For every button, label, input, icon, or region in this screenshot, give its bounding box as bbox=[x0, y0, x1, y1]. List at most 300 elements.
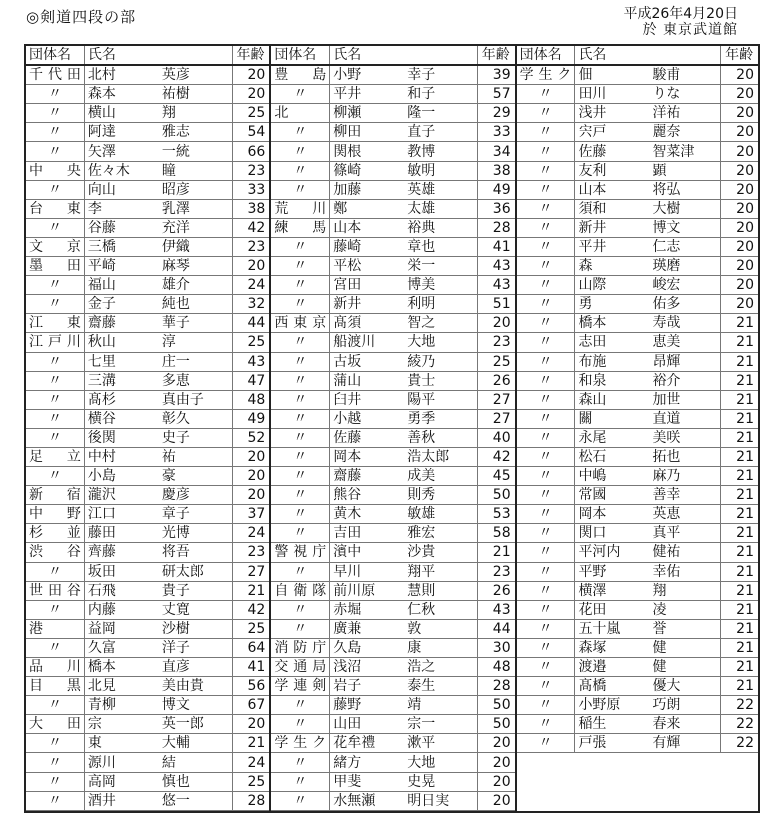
name-cell bbox=[575, 734, 721, 753]
name-cell bbox=[575, 543, 721, 562]
empty-cell bbox=[575, 790, 721, 808]
name-cell bbox=[330, 295, 478, 314]
surname: 横山 bbox=[87, 105, 116, 122]
given-name: 研太郎 bbox=[161, 563, 204, 580]
table-row bbox=[26, 295, 269, 314]
table-row bbox=[271, 237, 514, 256]
given-name: 峻宏 bbox=[652, 277, 681, 294]
surname: 加藤 bbox=[333, 181, 362, 198]
table-row bbox=[26, 276, 269, 295]
table-row bbox=[517, 295, 758, 314]
table-row bbox=[517, 447, 758, 466]
name-cell bbox=[84, 715, 232, 734]
age-cell: 38 bbox=[477, 161, 514, 180]
org-cell: 〃 bbox=[271, 352, 329, 371]
name-cell bbox=[84, 581, 232, 600]
surname: 瀧沢 bbox=[87, 487, 116, 504]
table-row bbox=[517, 505, 758, 524]
org-cell: 〃 bbox=[271, 505, 329, 524]
org-cell: 交通局 bbox=[271, 658, 329, 677]
given-name: 雄介 bbox=[161, 277, 190, 294]
table-row bbox=[271, 619, 514, 638]
name-cell bbox=[84, 295, 232, 314]
name-cell bbox=[330, 600, 478, 619]
table-row bbox=[271, 715, 514, 734]
surname: 秋山 bbox=[87, 334, 116, 351]
name-cell bbox=[575, 600, 721, 619]
org-cell: 荒川 bbox=[271, 199, 329, 218]
roster-table bbox=[517, 46, 758, 808]
given-name: 沙貴 bbox=[407, 544, 436, 561]
name-cell bbox=[330, 753, 478, 772]
given-name: 英彦 bbox=[161, 67, 190, 84]
given-name: 祐樹 bbox=[161, 86, 190, 103]
given-name: 直道 bbox=[652, 410, 681, 427]
table-row bbox=[271, 142, 514, 161]
given-name: 麗奈 bbox=[652, 124, 681, 141]
roster-table bbox=[271, 46, 514, 811]
age-cell: 20 bbox=[721, 104, 758, 123]
name-cell bbox=[84, 390, 232, 409]
age-cell: 20 bbox=[232, 486, 269, 505]
age-cell: 58 bbox=[477, 524, 514, 543]
org-cell: 〃 bbox=[26, 734, 84, 753]
surname: 前川原 bbox=[333, 582, 376, 599]
table-row bbox=[517, 333, 758, 352]
table-row bbox=[26, 638, 269, 657]
name-cell bbox=[330, 619, 478, 638]
name-cell bbox=[330, 123, 478, 142]
age-cell: 21 bbox=[721, 543, 758, 562]
org-cell: 〃 bbox=[517, 581, 575, 600]
empty-row bbox=[517, 772, 758, 790]
org-cell: 〃 bbox=[517, 619, 575, 638]
surname: 李 bbox=[87, 200, 102, 217]
given-name: 雅志 bbox=[161, 124, 190, 141]
org-cell: 〃 bbox=[26, 123, 84, 142]
age-cell: 21 bbox=[232, 734, 269, 753]
surname: 宍戸 bbox=[578, 124, 607, 141]
name-cell bbox=[575, 447, 721, 466]
surname: 平井 bbox=[333, 86, 362, 103]
table-row bbox=[26, 371, 269, 390]
given-name: 智之 bbox=[407, 315, 436, 332]
org-cell: 〃 bbox=[26, 772, 84, 791]
org-cell: 〃 bbox=[271, 257, 329, 276]
given-name: 健 bbox=[652, 639, 667, 656]
surname: 小島 bbox=[87, 468, 116, 485]
given-name: 章子 bbox=[161, 506, 190, 523]
org-cell: 〃 bbox=[26, 791, 84, 810]
surname: 齊藤 bbox=[87, 544, 116, 561]
org-cell: 〃 bbox=[271, 371, 329, 390]
org-cell: 〃 bbox=[271, 161, 329, 180]
given-name: 一統 bbox=[161, 143, 190, 160]
table-row bbox=[271, 638, 514, 657]
given-name: 洋子 bbox=[161, 639, 190, 656]
name-cell bbox=[575, 409, 721, 428]
table-row bbox=[26, 85, 269, 104]
surname: 浅井 bbox=[578, 105, 607, 122]
org-cell: 品川 bbox=[26, 658, 84, 677]
given-name: 慎也 bbox=[161, 773, 190, 790]
surname: 山本 bbox=[578, 181, 607, 198]
surname: 永尾 bbox=[578, 429, 607, 446]
name-cell bbox=[84, 161, 232, 180]
empty-cell bbox=[517, 772, 575, 790]
surname: 矢澤 bbox=[87, 143, 116, 160]
table-row bbox=[517, 734, 758, 753]
surname: 中村 bbox=[87, 449, 116, 466]
empty-row bbox=[517, 753, 758, 772]
header-name: 氏名 bbox=[575, 46, 721, 65]
age-cell: 47 bbox=[232, 371, 269, 390]
table-row bbox=[26, 409, 269, 428]
surname: 緒方 bbox=[333, 754, 362, 771]
surname: 久島 bbox=[333, 639, 362, 656]
table-row bbox=[26, 352, 269, 371]
given-name: 大樹 bbox=[652, 200, 681, 217]
header-row bbox=[26, 46, 269, 65]
header-age: 年齢 bbox=[232, 46, 269, 65]
org-cell: 〃 bbox=[517, 543, 575, 562]
org-cell: 〃 bbox=[517, 600, 575, 619]
name-cell bbox=[575, 524, 721, 543]
given-name: 栄一 bbox=[407, 258, 436, 275]
given-name: 貴子 bbox=[161, 582, 190, 599]
age-cell: 20 bbox=[232, 65, 269, 85]
table-row bbox=[517, 696, 758, 715]
age-cell: 25 bbox=[232, 772, 269, 791]
org-cell: 〃 bbox=[517, 696, 575, 715]
org-cell: 〃 bbox=[517, 658, 575, 677]
org-cell: 〃 bbox=[26, 276, 84, 295]
name-cell bbox=[330, 524, 478, 543]
given-name: 史子 bbox=[161, 429, 190, 446]
surname: 稲生 bbox=[578, 716, 607, 733]
name-cell bbox=[84, 772, 232, 791]
given-name: 彰久 bbox=[161, 410, 190, 427]
surname: 関口 bbox=[578, 525, 607, 542]
empty-cell bbox=[721, 753, 758, 772]
org-cell: 〃 bbox=[271, 600, 329, 619]
surname: 平野 bbox=[578, 563, 607, 580]
org-cell: 北 bbox=[271, 104, 329, 123]
table-row bbox=[26, 142, 269, 161]
name-cell bbox=[84, 314, 232, 333]
name-cell bbox=[84, 638, 232, 657]
table-row bbox=[271, 161, 514, 180]
age-cell: 41 bbox=[477, 237, 514, 256]
given-name: 将吾 bbox=[161, 544, 190, 561]
table-row bbox=[26, 257, 269, 276]
org-cell: 〃 bbox=[271, 772, 329, 791]
table-row bbox=[26, 65, 269, 85]
age-cell: 43 bbox=[477, 276, 514, 295]
given-name: 瞳 bbox=[161, 162, 176, 179]
surname: 佐々木 bbox=[87, 162, 130, 179]
name-cell bbox=[330, 562, 478, 581]
given-name: 善秋 bbox=[407, 429, 436, 446]
header-row bbox=[517, 46, 758, 65]
surname: 源川 bbox=[87, 754, 116, 771]
age-cell: 67 bbox=[232, 696, 269, 715]
name-cell bbox=[330, 486, 478, 505]
name-cell bbox=[575, 486, 721, 505]
header-name: 氏名 bbox=[330, 46, 478, 65]
surname: 五十嵐 bbox=[578, 620, 621, 637]
given-name: 光博 bbox=[161, 525, 190, 542]
surname: 平河内 bbox=[578, 544, 621, 561]
org-cell: 墨田 bbox=[26, 257, 84, 276]
given-name: 庄一 bbox=[161, 353, 190, 370]
age-cell: 24 bbox=[232, 753, 269, 772]
given-name: 拓也 bbox=[652, 449, 681, 466]
surname: 佃 bbox=[578, 67, 593, 84]
age-cell: 20 bbox=[721, 180, 758, 199]
org-cell: 豊島 bbox=[271, 65, 329, 85]
given-name: 華子 bbox=[161, 315, 190, 332]
given-name: 豪 bbox=[161, 468, 176, 485]
given-name: 充洋 bbox=[161, 219, 190, 236]
age-cell: 22 bbox=[721, 715, 758, 734]
org-cell: 自衛隊 bbox=[271, 581, 329, 600]
table-row bbox=[26, 218, 269, 237]
name-cell bbox=[575, 257, 721, 276]
age-cell: 20 bbox=[477, 791, 514, 810]
age-cell: 28 bbox=[232, 791, 269, 810]
age-cell: 21 bbox=[721, 677, 758, 696]
org-cell: 〃 bbox=[517, 85, 575, 104]
table-row bbox=[517, 677, 758, 696]
name-cell bbox=[84, 199, 232, 218]
surname: 早川 bbox=[333, 563, 362, 580]
empty-cell bbox=[517, 790, 575, 808]
surname: 小野原 bbox=[578, 697, 621, 714]
name-cell bbox=[330, 734, 478, 753]
surname: 酒井 bbox=[87, 792, 116, 809]
empty-cell bbox=[575, 753, 721, 772]
name-cell bbox=[330, 543, 478, 562]
name-cell bbox=[575, 352, 721, 371]
org-cell: 〃 bbox=[26, 371, 84, 390]
name-cell bbox=[330, 467, 478, 486]
given-name: 善幸 bbox=[652, 487, 681, 504]
org-cell: 〃 bbox=[271, 295, 329, 314]
surname: 横谷 bbox=[87, 410, 116, 427]
surname: 布施 bbox=[578, 353, 607, 370]
age-cell: 45 bbox=[477, 467, 514, 486]
given-name: 仁志 bbox=[652, 238, 681, 255]
given-name: 敦 bbox=[407, 620, 422, 637]
age-cell: 21 bbox=[721, 658, 758, 677]
org-cell: 〃 bbox=[271, 619, 329, 638]
org-cell: 〃 bbox=[517, 199, 575, 218]
table-row bbox=[26, 753, 269, 772]
table-row bbox=[517, 218, 758, 237]
given-name: 健 bbox=[652, 659, 667, 676]
event-venue: 於 東京武道館 bbox=[642, 22, 738, 38]
age-cell: 21 bbox=[721, 467, 758, 486]
name-cell bbox=[84, 142, 232, 161]
table-row bbox=[26, 447, 269, 466]
table-row bbox=[271, 65, 514, 85]
age-cell: 48 bbox=[232, 390, 269, 409]
given-name: 丈寛 bbox=[161, 601, 190, 618]
name-cell bbox=[575, 619, 721, 638]
given-name: 寿哉 bbox=[652, 315, 681, 332]
given-name: 英一郎 bbox=[161, 716, 204, 733]
org-cell: 〃 bbox=[271, 562, 329, 581]
given-name: 大輔 bbox=[161, 735, 190, 752]
name-cell bbox=[84, 677, 232, 696]
age-cell: 20 bbox=[721, 218, 758, 237]
surname: 橋本 bbox=[87, 659, 116, 676]
org-cell: 〃 bbox=[271, 142, 329, 161]
table-row bbox=[26, 581, 269, 600]
surname: 水無瀬 bbox=[333, 792, 376, 809]
table-row bbox=[517, 314, 758, 333]
surname: 關 bbox=[578, 410, 593, 427]
org-cell: 〃 bbox=[26, 638, 84, 657]
org-cell: 〃 bbox=[26, 218, 84, 237]
surname: 戸張 bbox=[578, 735, 607, 752]
age-cell: 43 bbox=[477, 257, 514, 276]
given-name: 翔 bbox=[161, 105, 176, 122]
age-cell: 43 bbox=[232, 352, 269, 371]
surname: 勇 bbox=[578, 296, 593, 313]
given-name: 史晃 bbox=[407, 773, 436, 790]
table-row bbox=[271, 447, 514, 466]
given-name: 駿甫 bbox=[652, 67, 681, 84]
table-row bbox=[517, 161, 758, 180]
surname: 髙須 bbox=[333, 315, 362, 332]
age-cell: 44 bbox=[477, 619, 514, 638]
name-cell bbox=[575, 199, 721, 218]
age-cell: 37 bbox=[232, 505, 269, 524]
surname: 北見 bbox=[87, 678, 116, 695]
org-cell: 学生ク bbox=[517, 65, 575, 85]
org-cell: 〃 bbox=[517, 314, 575, 333]
name-cell bbox=[575, 715, 721, 734]
given-name: 淳 bbox=[161, 334, 176, 351]
age-cell: 21 bbox=[721, 371, 758, 390]
table-row bbox=[271, 600, 514, 619]
given-name: 貴士 bbox=[407, 372, 436, 389]
given-name: 優大 bbox=[652, 678, 681, 695]
surname: 黄木 bbox=[333, 506, 362, 523]
table-row bbox=[517, 276, 758, 295]
name-cell bbox=[330, 333, 478, 352]
table-row bbox=[517, 352, 758, 371]
surname: 坂田 bbox=[87, 563, 116, 580]
surname: 新井 bbox=[333, 296, 362, 313]
age-cell: 27 bbox=[477, 409, 514, 428]
name-cell bbox=[84, 104, 232, 123]
org-cell: 〃 bbox=[517, 505, 575, 524]
surname: 髙杉 bbox=[87, 391, 116, 408]
age-cell: 20 bbox=[721, 85, 758, 104]
name-cell bbox=[575, 428, 721, 447]
table-row bbox=[26, 505, 269, 524]
org-cell: 江戸川 bbox=[26, 333, 84, 352]
age-cell: 20 bbox=[721, 276, 758, 295]
org-cell: 新宿 bbox=[26, 486, 84, 505]
surname: 鄭 bbox=[333, 200, 348, 217]
given-name: 敏明 bbox=[407, 162, 436, 179]
surname: 七里 bbox=[87, 353, 116, 370]
given-name: 宗一 bbox=[407, 716, 436, 733]
surname: 蒲山 bbox=[333, 372, 362, 389]
surname: 森 bbox=[578, 258, 593, 275]
age-cell: 33 bbox=[232, 180, 269, 199]
surname: 宮田 bbox=[333, 277, 362, 294]
age-cell: 50 bbox=[477, 486, 514, 505]
name-cell bbox=[330, 85, 478, 104]
age-cell: 20 bbox=[232, 715, 269, 734]
given-name: 麻琴 bbox=[161, 258, 190, 275]
given-name: 大地 bbox=[407, 334, 436, 351]
age-cell: 66 bbox=[232, 142, 269, 161]
given-name: 洋祐 bbox=[652, 105, 681, 122]
age-cell: 21 bbox=[721, 447, 758, 466]
table-row bbox=[517, 486, 758, 505]
org-cell: 〃 bbox=[517, 104, 575, 123]
age-cell: 42 bbox=[232, 218, 269, 237]
age-cell: 23 bbox=[477, 562, 514, 581]
table-row bbox=[517, 180, 758, 199]
org-cell: 〃 bbox=[271, 791, 329, 810]
org-cell: 〃 bbox=[26, 562, 84, 581]
org-cell: 渋谷 bbox=[26, 543, 84, 562]
given-name: 勇季 bbox=[407, 410, 436, 427]
org-cell: 〃 bbox=[271, 753, 329, 772]
table-row bbox=[517, 543, 758, 562]
table-row bbox=[271, 390, 514, 409]
org-cell: 台東 bbox=[26, 199, 84, 218]
table-row bbox=[517, 428, 758, 447]
org-cell: 〃 bbox=[517, 562, 575, 581]
surname: 岡本 bbox=[333, 449, 362, 466]
given-name: 顕 bbox=[652, 162, 667, 179]
given-name: 成美 bbox=[407, 468, 436, 485]
given-name: 智菜津 bbox=[652, 143, 695, 160]
given-name: 将弘 bbox=[652, 181, 681, 198]
age-cell: 21 bbox=[721, 314, 758, 333]
surname: 松石 bbox=[578, 449, 607, 466]
table-row bbox=[26, 791, 269, 810]
table-row bbox=[271, 123, 514, 142]
surname: 臼井 bbox=[333, 391, 362, 408]
table-row bbox=[517, 104, 758, 123]
age-cell: 21 bbox=[232, 581, 269, 600]
org-cell: 〃 bbox=[517, 352, 575, 371]
age-cell: 20 bbox=[721, 161, 758, 180]
org-cell: 〃 bbox=[517, 638, 575, 657]
surname: 常國 bbox=[578, 487, 607, 504]
table-row bbox=[271, 677, 514, 696]
header-age: 年齢 bbox=[477, 46, 514, 65]
name-cell bbox=[84, 257, 232, 276]
table-row bbox=[26, 524, 269, 543]
table-row bbox=[26, 734, 269, 753]
roster-column-3 bbox=[517, 46, 760, 811]
given-name: 多恵 bbox=[161, 372, 190, 389]
given-name: 教博 bbox=[407, 143, 436, 160]
empty-cell bbox=[721, 772, 758, 790]
org-cell: 世田谷 bbox=[26, 581, 84, 600]
table-row bbox=[26, 543, 269, 562]
